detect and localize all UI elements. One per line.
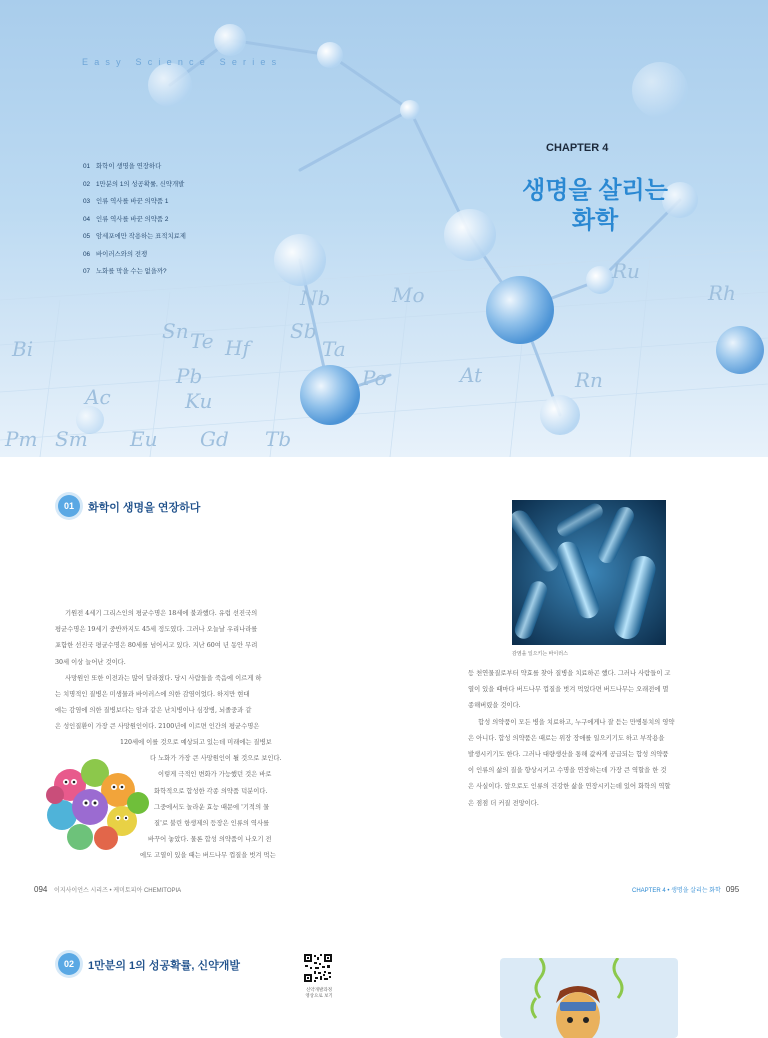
paragraph-line: 화학적으로 합성한 각종 의약품 덕분이다.	[154, 787, 268, 795]
paragraph-line: 에는 감염에 의한 질병보다는 암과 같은 난치병이나 심장병, 뇌졸중과 같	[55, 707, 252, 715]
element-symbol: Sn	[162, 319, 189, 343]
paragraph-line: 등 천연물질로부터 약효를 찾아 질병을 치료하곤 했다. 그러나 사람들이 고	[468, 670, 671, 677]
table-of-contents	[83, 161, 186, 284]
element-symbol: Sb	[290, 319, 317, 343]
paragraph-line: 기원전 4세기 그리스인의 평균수명은 18세에 불과했다. 유럽 선진국의	[65, 610, 258, 617]
page-number: 095	[725, 885, 740, 894]
body-text-left	[55, 606, 305, 736]
paragraph-line: 질'로 불린 항생제의 등장은 인류의 역사를	[154, 820, 270, 828]
element-symbol: Ru	[612, 259, 640, 283]
chapter-title	[470, 176, 720, 236]
footer-series-text: 이지사이언스 시리즈 • 케미토피아 CHEMITOPIA	[54, 888, 182, 894]
paragraph-line: 다 노화가 가장 큰 사망원인이 될 것으로 보인다.	[150, 755, 282, 763]
germs-illustration	[40, 745, 158, 855]
element-symbol: Pb	[176, 364, 203, 388]
paragraph-line: 은 사실이다. 앞으로도 인류의 건강한 삶을 연장시키는데 있어 화학의 역할	[468, 783, 671, 791]
element-symbol: Ta	[322, 337, 346, 361]
element-symbol: Rh	[708, 281, 736, 305]
element-symbol: Te	[190, 329, 214, 353]
element-symbol: Gd	[200, 427, 229, 451]
element-symbol: Pm	[5, 427, 38, 451]
element-symbol: Bi	[12, 337, 34, 361]
section-title: 1만분의 1의 성공확률, 신약개발	[88, 960, 240, 972]
paragraph-line: 사망원인 또한 이전과는 많이 달라졌다. 당시 사람들을 죽음에 이르게 하	[65, 674, 262, 682]
toc-item[interactable]: 05 암세포에만 작용하는 표적치료제	[83, 233, 186, 240]
element-symbol: Eu	[130, 427, 158, 451]
footer-right	[632, 885, 739, 894]
paragraph-line: 이 인류의 삶의 질을 향상시키고 수명을 연장하는데 가장 큰 역할을 한 것	[468, 767, 667, 775]
paragraph-line: 이렇게 극적인 변화가 가능했던 것은 바로	[158, 771, 272, 779]
character-illustration	[500, 958, 678, 1038]
bacteria-image	[512, 500, 666, 645]
element-symbol: Tb	[265, 427, 292, 451]
chapter-title-line2: 화학	[571, 207, 619, 234]
qr-code-icon[interactable]	[303, 953, 333, 983]
chapter-hero	[0, 0, 768, 457]
toc-item[interactable]: 07 노화를 막을 수는 없을까?	[83, 268, 167, 275]
paragraph-line: 그중에서도 놀라운 효능 때문에 '기적의 물	[154, 803, 270, 811]
element-symbol: Nb	[300, 286, 331, 310]
section-title: 화학이 생명을 연장하다	[88, 502, 201, 514]
element-symbol: Hf	[225, 336, 250, 360]
chapter-label: CHAPTER 4	[546, 142, 609, 154]
paragraph-line: 은 성인질환이 가장 큰 사망원인이다. 2100년에 이르면 인간의 평균수명은	[55, 723, 260, 731]
element-symbol: Sm	[55, 427, 88, 451]
paragraph-line: 평균수명은 19세기 중반까지도 45세 정도였다. 그러나 오늘날 우리나라를	[55, 626, 258, 634]
paragraph-line: 발생시키기도 한다. 그러나 대량생산을 통해 값싸게 공급되는 합성 의약품	[468, 751, 669, 759]
sick-man-illustration	[500, 958, 678, 1038]
element-symbol: Mo	[392, 283, 425, 307]
chapter-title-line1: 생명을 살리는	[522, 177, 668, 204]
element-symbol: Ku	[185, 389, 213, 413]
paragraph-line: 포함한 선진국 평균수명은 80세를 넘어서고 있다. 지난 60여 년 동안 무려	[55, 642, 258, 650]
section-number-badge: 01	[58, 495, 80, 517]
paragraph-line: 은 아니다. 합성 의약품은 때로는 위장 장애를 일으키기도 하고 부작용을	[468, 734, 665, 742]
series-label: Easy Science Series	[82, 57, 283, 67]
element-symbol: At	[460, 363, 483, 387]
paragraph-line: 바꾸어 놓았다. 물론 합성 의약품이 나오기 전	[148, 836, 272, 844]
paragraph-line: 에도 고열이 있을 때는 버드나무 껍질을 벗겨 먹는	[140, 852, 276, 860]
section-number-badge: 02	[58, 953, 80, 975]
toc-item[interactable]: 04 인류 역사를 바꾼 의약품 2	[83, 215, 169, 223]
paragraph-line: 는 치명적인 질병은 미생물과 바이러스에 의한 감염이었다. 하지만 현대	[55, 691, 250, 699]
page-number: 094	[34, 885, 48, 894]
paragraph-line: 종해버렸을 것이다.	[468, 702, 521, 710]
paragraph-line: 30세 이상 늘어난 것이다.	[55, 658, 126, 666]
paragraph-line: 열이 있을 때마다 버드나무 껍질을 벗겨 먹었다면 버드나무는 오래전에 멸	[468, 686, 669, 694]
qr-caption: 신약개발과정 영상으로 보기	[305, 987, 333, 998]
element-symbol: Ac	[85, 385, 111, 409]
paragraph-line: 은 점점 더 커질 전망이다.	[468, 799, 539, 807]
element-symbol: Rn	[575, 368, 603, 392]
paragraph-line: 120세에 이를 것으로 예상되고 있는데 미래에는 질병보	[120, 739, 272, 746]
footer-chapter-text: CHAPTER 4 • 생명을 살리는 화학	[632, 888, 721, 894]
body-text-right	[468, 666, 718, 812]
toc-item[interactable]: 02 1만분의 1의 성공확률, 신약개발	[83, 180, 185, 188]
paragraph-line: 합성 의약품이 모든 병을 치료하고, 누구에게나 잘 듣는 만병통치의 영약	[478, 718, 675, 726]
toc-item[interactable]: 03 인류 역사를 바꾼 의약품 1	[83, 198, 169, 205]
toc-item[interactable]: 06 바이러스와의 전쟁	[83, 250, 148, 258]
footer-left	[34, 885, 181, 894]
element-symbol: Po	[362, 366, 387, 390]
image-caption: 감염을 일으키는 바이러스	[512, 651, 568, 657]
toc-item[interactable]: 01 화학이 생명을 연장하다	[83, 163, 162, 170]
